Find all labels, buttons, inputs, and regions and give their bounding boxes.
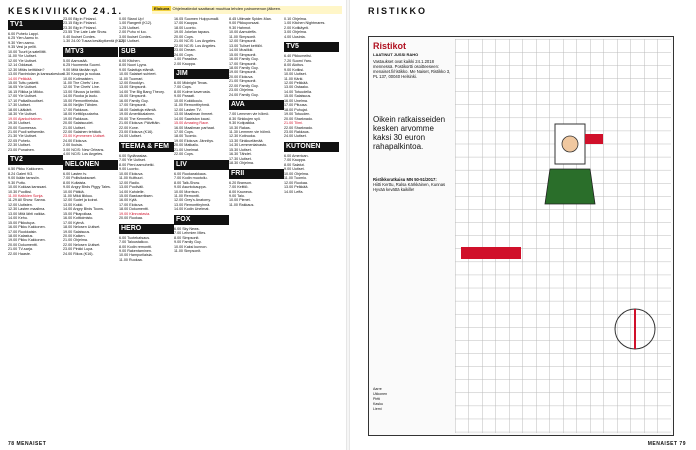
program-row: 17.00 Kylmä.	[63, 220, 85, 225]
program-row: 24.00 Rikos (K16).	[63, 251, 94, 256]
program-row: 14.00 Leffa.	[284, 189, 304, 194]
program-row: 11.00 Yle Uutiset.	[8, 54, 37, 59]
word-item: Liemi	[373, 407, 382, 411]
word-item: Pirtti	[373, 397, 381, 401]
banner-badge: Elokuva	[154, 6, 170, 11]
program-row: 24.00 Cops.	[174, 52, 194, 57]
program-row: 9.30 Ylen aamu.	[8, 40, 35, 45]
program-row: 15.00 Bastuseriksen.	[119, 193, 154, 198]
program-row: 16.15 Riikka ja Mikko.	[8, 89, 44, 94]
program-row: 21.00 Ohjelma.	[63, 238, 89, 243]
program-row: 17.00 Elokuva.	[119, 202, 144, 207]
program-row: 16.00 Pikku Kakkonen.	[8, 225, 46, 230]
program-row: 8.00 Kolme kaverusta.	[174, 89, 211, 94]
program-row: 21.00 Elokuva: Päivittäin.	[119, 121, 161, 126]
program-row: 9.00 Mitä tänään syö.	[63, 67, 99, 72]
program-row: 3.00 Ikuiset Cordes.	[119, 34, 152, 39]
channel-header: SUB	[119, 47, 174, 57]
program-row: 7.00 Poliisikaksoset.	[63, 176, 97, 181]
program-row: 19.00 Salaisuus.	[63, 229, 91, 234]
program-row: 23.00 Big in Finland.	[63, 17, 97, 21]
program-row: 12.30 Kotiruoka.	[229, 134, 256, 139]
program-row: 10.00 Kotimaisten.	[63, 76, 94, 81]
word-item: Aarre	[373, 387, 382, 391]
program-row: 6.20 Branson.	[229, 180, 252, 185]
listing-column	[284, 17, 339, 437]
program-row: 13.00 Puoliväli.	[119, 185, 145, 190]
program-row: 13.00 Simpsonit.	[119, 85, 147, 90]
program-row: 17.00 Simpsonit.	[119, 103, 147, 108]
program-row: 9.00 Kotiksi.	[284, 67, 305, 72]
program-row: 18.30 Yle Uutiset.	[8, 112, 38, 117]
section-title: KESKIVIIKKO 24.1.	[8, 6, 124, 16]
program-row: 21.00 NCIS: Los Angeles.	[174, 39, 217, 44]
program-row: 8.00 Kodin remontti.	[119, 244, 153, 249]
program-row: 9.00 Pikkuporsaat.	[229, 21, 260, 26]
program-row: 20.00 Salaisuudet.	[63, 121, 94, 126]
program-row: 16.05 Suomen Huippumalli.	[174, 17, 220, 21]
program-row: 1.00 Paradise.	[174, 57, 198, 62]
program-row: 22.00 Family Guy.	[229, 83, 259, 88]
compass-icon	[605, 299, 665, 359]
program-row: 13.00 Mitä lähti vaikka.	[8, 211, 46, 216]
program-row: 11.00 Kulttuuri.	[119, 176, 144, 181]
program-row: 15.00 Salaisuus.	[284, 94, 312, 99]
program-row: 8.30 Sinkkujen syli.	[229, 116, 261, 121]
program-row: 12.00 The Chefs' Line.	[63, 85, 100, 90]
program-row: 20.00 Kaiken.	[63, 234, 86, 239]
program-row: 8.00 Simpsonit.	[174, 235, 200, 240]
program-row: 14.00 Musiikki.	[229, 48, 254, 53]
program-row: 8.00 Pieni aamuhetki.	[119, 162, 155, 167]
program-row: 18.00 Keittiöpuutarha.	[63, 112, 100, 117]
program-row: 6.00 Sydänasiaa.	[119, 153, 148, 158]
program-row: 18.00 Family Guy.	[229, 65, 259, 70]
program-row: 23.00 Kymmenen Uutiset.	[63, 134, 106, 139]
listing-column	[8, 17, 63, 437]
program-row: 19.00 Rakkaus.	[63, 116, 89, 121]
program-row: 21.00 Tiimi.	[284, 121, 303, 126]
program-row: 20.00 Ruokaa.	[119, 216, 143, 221]
program-row: 22.05 Puhelu.	[8, 138, 31, 143]
page-footer: 78 MENAISET	[8, 441, 47, 447]
program-row: 23.00 Pinkki Lupa.	[63, 247, 94, 252]
program-row: 9.00 Paraati.	[174, 94, 195, 99]
program-row: 19.00 Pikku Kakkonen.	[8, 238, 46, 243]
program-row: 19.00 Elokuva: Jännitys.	[174, 138, 214, 143]
program-row: 14.00 Kodin Unelmat.	[174, 207, 210, 212]
program-row: 12.14 Oddasat.	[8, 63, 34, 68]
program-row: 13.00 Remonttiryhmä.	[174, 202, 211, 207]
program-row: 17.00 Yle Uutiset.	[8, 94, 38, 99]
program-row: 11.00 Rakkaus.	[229, 202, 255, 207]
program-row: 10.30 Rakas.	[229, 125, 251, 130]
channel-header: NELONEN	[63, 160, 118, 170]
program-row: 6.00 American.	[284, 153, 309, 158]
program-row: 18.00 Dokumentti.	[119, 207, 149, 212]
program-row: 12.30 Lasten maailma.	[8, 207, 46, 212]
previous-answers	[373, 177, 453, 192]
program-row: 15.00 Pikapoikaa.	[63, 211, 93, 216]
program-row: 6.00 Sky News.	[174, 226, 200, 231]
program-row: 12.30 Mitäs keittäisin?	[8, 67, 45, 72]
program-row: 16.00 Kylä.	[119, 198, 138, 203]
channel-header: AVA	[229, 100, 284, 110]
program-row: 23.55 The Late Late Show.	[63, 30, 108, 35]
program-row: 20.00 The Kenneths.	[119, 116, 154, 121]
program-row: 12.00 Simpsonit.	[229, 39, 257, 44]
program-row: 14.00 The Big Bang Theory.	[119, 89, 165, 94]
program-row: 24.00 Uutiset.	[119, 134, 142, 139]
channel-header: TEEMA & FEM	[119, 142, 174, 152]
program-row: 12.00 Radio.	[119, 180, 140, 185]
program-row: 13.00 Ostaako.	[284, 85, 310, 90]
program-row: 11.00 Simpsonit.	[229, 34, 257, 39]
program-row: 20.00 Dokumentti.	[8, 242, 38, 247]
program-row: 19.00 Kiinnostavia.	[119, 211, 151, 216]
program-row: 6.40 Pikkumeitsi.	[284, 54, 312, 59]
program-row: 10.00 Morrison.	[174, 189, 200, 194]
program-row: 22.30 Uutiset.	[8, 143, 31, 148]
program-row: 24.00 Elokuva.	[63, 138, 88, 143]
program-row: 10.00 Kokkikoulu.	[174, 98, 204, 103]
prize-hint: Oikein ratkaisseiden kesken arvomme kaksi 30 euron rahapalkintoa.	[373, 115, 446, 151]
program-row: 23.00 Ohjelma.	[229, 88, 255, 93]
program-row: 8.00 Kauneus.	[229, 189, 253, 194]
channel-header: FRII	[229, 169, 284, 179]
answers-line: Hiitti Kerttu, Ralsa Kärkkäinen, Kunnas	[373, 182, 446, 187]
banner-text: Ohjelmatiedot saattavat muuttua lehden painomenon jälkeen.	[172, 6, 282, 11]
program-row: 7.20 Suomi Yaru.	[284, 58, 313, 63]
program-row: 18.00 Puhujat.	[284, 107, 308, 112]
program-row: 10.00 Tuurit ja satelliitit.	[8, 49, 47, 54]
program-row: 23.00 Elokuva (K16).	[119, 129, 154, 134]
program-row: 14.00 Saariston kausi.	[174, 116, 211, 121]
red-band	[461, 239, 521, 269]
program-row: 12.00 Pelkkää.	[284, 80, 309, 85]
program-row: 13.30 Sinkkuelämää.	[229, 138, 264, 143]
program-row: 14.00 Angry Birds Toons.	[63, 207, 104, 212]
puzzle-intro: Vastaukset ovat kaikki 24.1.2018 mennessä. Postikortti osoitteeseen: menaiset.fi/ristikko. Me Naiset, Ristikko 3, PL 137, 00040 Helsinki.	[373, 59, 451, 79]
program-row: 8.24 Galeri 9/3.	[8, 171, 34, 176]
program-row: 22.00 NCIS: Los Angeles.	[174, 43, 217, 48]
program-row: 16.00 Kotitoimisto.	[63, 216, 94, 221]
program-row: 4.00 NCIS: Los Angeles.	[63, 152, 104, 157]
channel-header: TV2	[8, 155, 63, 165]
program-row: 20.00 Matkailu.	[174, 143, 200, 148]
program-row: 9.00 Luonto.	[119, 167, 140, 172]
program-row: 11.00 Tuomari.	[119, 76, 144, 81]
program-row: 14.00 Totuudella.	[284, 89, 313, 94]
program-row: 17.00 Ruokkaisin.	[8, 229, 38, 234]
program-row: 19.00 Ajankohtainen.	[8, 116, 43, 121]
program-row: 11.00 Remontti.	[174, 193, 200, 198]
program-row: 7.00 Kodin muotoilu.	[174, 176, 208, 181]
program-row: 6.00 Ruokarakkaus.	[174, 171, 207, 176]
program-row: 23.00 Dream.	[174, 48, 197, 53]
program-row: 10.00 Hampurilaisia.	[119, 253, 153, 258]
program-row: 5.00 Aamusää.	[63, 58, 88, 63]
program-row: 9.00 Uutiset.	[284, 167, 305, 172]
program-row: 18.00 Nelosen Uutiset.	[63, 225, 101, 230]
program-row: 9.35 Vesi ja pellit.	[8, 45, 37, 50]
program-row: 9.30 Kauppa ja ruokaa.	[63, 72, 102, 77]
listing-column	[229, 17, 284, 437]
answers-title: Ristikkoratkaisu MN 50-51/2017:	[373, 177, 437, 182]
listing-column	[63, 17, 126, 437]
program-row: 8.45 Ultimate Spider-Man.	[229, 17, 272, 21]
word-item: Kasku	[373, 402, 383, 406]
program-row: 6.00 Kitchen.	[119, 58, 141, 63]
program-row: 9.30 Kotipaikka.	[229, 121, 256, 126]
listing-column	[119, 17, 174, 437]
program-row: 9.00 Ikään tanssiin.	[8, 176, 40, 181]
program-row: 20.00 Suomessa.	[8, 125, 37, 130]
program-row: 22.00 Sharknado.	[284, 125, 314, 130]
program-row: 6.00 Midnight Texas.	[174, 80, 208, 85]
program-row: 24.00 Uutiset.	[284, 134, 307, 139]
program-row: 7.00 Cops.	[174, 85, 192, 90]
program-row: 17.30 Uutiset.	[229, 156, 252, 161]
crossword-box	[368, 36, 674, 436]
program-row: 6.00 Lasten tv.	[63, 171, 87, 176]
program-row: 1.00 Kitchen Nightmares.	[284, 21, 326, 26]
program-row: 13.00 Ravintolan ja kanssakeskus.	[8, 72, 65, 77]
channel-header: MTV3	[63, 47, 118, 57]
program-row: 23.00 Punainen.	[8, 147, 35, 152]
program-row: 4.00 Uutiset.	[119, 39, 140, 44]
program-row: 21.00 Simpsonit.	[229, 79, 257, 84]
program-row: 8.00 Salatut.	[284, 162, 305, 167]
program-row: 0.40 Ikuiset Cordes.	[63, 34, 96, 39]
program-row: 14.30 Lemmenlaivasto.	[229, 143, 268, 148]
program-row: 22.00 Nelosen Uutiset.	[63, 242, 101, 247]
program-row: 10.00 Ohjelma.	[284, 171, 310, 176]
program-row: 16.00 Unelma.	[284, 98, 308, 103]
program-row: 10.00 Kaksi kunnon.	[174, 244, 208, 249]
program-row: 11.00 Mikä liikkuu.	[63, 193, 94, 198]
program-row: 9.00 Salattuja elämiä.	[119, 67, 155, 72]
program-row: 11.00 Kaikkien Sonja.	[8, 193, 44, 198]
program-row: 17.00 Rakkaus.	[63, 107, 89, 112]
program-row: 23.00 Rakkaus.	[284, 129, 310, 134]
word-list	[373, 387, 453, 412]
program-row: 18.30 Ohjelma.	[229, 161, 255, 166]
program-row: 6.25 Huomenta Suomi.	[63, 63, 101, 68]
program-row: 10.00 Pätkiä.	[63, 189, 85, 194]
program-row: 16.00 Maailman parhaat.	[174, 125, 215, 130]
program-row: 17.30 Uutiset.	[8, 103, 31, 108]
program-row: 7.00 Keittiö.	[229, 185, 249, 190]
program-row: 22.00 Kone.	[119, 125, 139, 130]
program-row: 0.00 Stand Up!	[119, 17, 144, 21]
program-row: 0.10 Ohjelma.	[284, 17, 307, 21]
program-row: 10.00 Uutiset.	[284, 72, 307, 77]
program-row: 21.00 TV-sarja.	[8, 247, 33, 252]
program-row: 3.00 NCIS: New Orleans.	[63, 147, 105, 152]
program-row: 12.00 Brooklyn.	[119, 80, 145, 85]
program-row: 17.00 Simpsonit.	[229, 61, 257, 66]
program-row: 6.00 Tuotekatsaus.	[119, 235, 151, 240]
program-row: 16.00 Neljän Tähden.	[63, 103, 99, 108]
puzzle-logo: Ristikot	[373, 41, 407, 51]
program-row: 14.00 Kehu.	[8, 216, 28, 221]
program-row: 10.00 Elokuva.	[119, 171, 144, 176]
program-row: 2.00 Puhu ni luo.	[119, 30, 147, 35]
program-row: 11.00 Remonttiryhmä.	[174, 103, 211, 108]
program-row: 1.30 24.00 Tusaa kesäkytkentä (K12).	[63, 39, 126, 44]
channel-header: KUTONEN	[284, 142, 339, 152]
program-row: 18.00 Kalastus.	[8, 234, 34, 239]
program-row: 20.00 Elokuva.	[229, 74, 254, 79]
channel-header: JIM	[174, 69, 229, 79]
program-row: 11.30 Lemmen vie hölmö.	[229, 129, 272, 134]
program-row: 18.00 Luonto.	[174, 25, 197, 30]
program-row: 9.00 Talo.	[229, 193, 245, 198]
program-row: 11.00 Tuomio.	[284, 176, 308, 181]
program-row: 9.30 Hahmot.	[229, 25, 252, 30]
program-row: 19.00 Simpsonit.	[229, 70, 257, 75]
program-row: 8.00 Kultaista.	[63, 180, 87, 185]
program-row: 20.00 Cops.	[174, 34, 194, 39]
program-row: 12.00 Grey's Anatomy.	[174, 198, 211, 203]
word-item: Ukkonen	[373, 392, 388, 396]
program-row: 7.00 Taloustalkoo.	[119, 240, 149, 245]
program-row: 17.00 Cops.	[174, 129, 194, 134]
program-row: 12.00 Yle Uutiset.	[8, 58, 38, 63]
program-row: 11.00 Ruokaa.	[119, 257, 143, 262]
program-row: 13.00 Pelkkää.	[284, 185, 309, 190]
program-row: 15.00 Tuttu paketti.	[8, 80, 40, 85]
puzzle-maker: LAATINUT JUSSI RAHO	[373, 52, 419, 57]
program-row: 18.00 Salattuja elämiä.	[119, 107, 157, 112]
program-row: 11.00 Simpsonit.	[174, 249, 202, 254]
program-row: 13.00 Kokki.	[63, 202, 84, 207]
program-row: 9.00 Asuntokauppa.	[174, 185, 207, 190]
program-row: 14.00 Kahdelle.	[119, 189, 145, 194]
program-row: 15.00 Remonttireiska.	[63, 98, 99, 103]
program-row: 7.00 Yle Uutiset.	[119, 158, 146, 163]
channel-header: TV5	[284, 42, 339, 52]
channel-header: LIV	[174, 160, 229, 170]
program-row: 8.00 Aloitus.	[284, 63, 305, 68]
program-row: 4.00 Uusinta.	[284, 34, 306, 39]
program-row: 11.00 The Chefs' Line.	[63, 80, 100, 85]
illustration-figure	[525, 114, 615, 209]
program-row: 10.30 Puoliksi.	[8, 189, 32, 194]
program-row: 10.00 Pienet.	[229, 198, 251, 203]
program-row: 9.00 Rakentaminen.	[119, 249, 153, 254]
program-row: 6.25 Ylen Aamu tv.	[8, 36, 39, 41]
program-row: 11.00 Kärki.	[284, 76, 304, 81]
program-row: 9.00 Angry Birds Piggy Tales.	[63, 185, 111, 190]
program-row: 15.00 Simpsonit.	[119, 94, 147, 99]
program-row: 9.00 Family Guy.	[174, 240, 202, 245]
program-row: 17.10 Paikallisuutiset.	[8, 98, 44, 103]
crossword-grid[interactable]	[455, 39, 671, 433]
program-row: 22.00 Salainen tehtävä.	[63, 129, 102, 134]
program-row: 21.00 Unelmat.	[174, 147, 200, 152]
program-row: 21.30 Yle Uutiset.	[8, 134, 38, 139]
channel-header: TV1	[8, 20, 63, 30]
program-row: 1.25 Uutiset.	[119, 25, 140, 30]
program-row: 15.00 Simpsonit.	[229, 52, 257, 57]
program-row: 22.00 Cops.	[174, 152, 194, 157]
program-row: 12.00 Lasten TV.	[174, 107, 202, 112]
program-row: 15.00 Pikkutupa.	[8, 220, 36, 225]
program-row: 19.00 Totuuden.	[284, 112, 311, 117]
program-row: 7.00 Lehmien Mies.	[174, 231, 207, 236]
program-row: 24.00 Family Guy.	[229, 92, 259, 97]
program-row: 13.00 Tuliset keittiöt.	[229, 43, 263, 48]
program-row: 12.00 Sudet ja koirat.	[63, 198, 98, 203]
program-row: 21.00 Uutiset.	[63, 125, 86, 130]
program-row: 7.00 Kauppa.	[284, 158, 306, 163]
program-row: 16.05 Yle Uutiset.	[8, 85, 38, 90]
program-row: 20.00 Sharknado.	[284, 116, 314, 121]
program-row: 2.00 Kotikäynti.	[284, 25, 310, 30]
program-row: 16.00 Family Guy.	[119, 98, 149, 103]
program-row: 11.29 All Show: Sanna.	[8, 198, 46, 203]
program-row: 15.00 Amazing Race.	[174, 121, 210, 126]
program-row: 17.00 Kauppa.	[174, 21, 198, 26]
program-row: 23.30 Big in Finland.	[63, 25, 97, 30]
program-row: 16.30 Tähdet.	[229, 152, 252, 157]
program-row: 18.00 Tuomio.	[174, 134, 198, 139]
program-row: 7.00 Lemmen vie hölmö.	[229, 112, 270, 117]
notice-banner	[152, 6, 342, 14]
program-row: 9.30 Puttu.	[8, 180, 26, 185]
program-row: 19.00 Jokelan tapaus.	[174, 30, 211, 35]
program-row: 23.15 Big in Finland.	[63, 21, 97, 26]
program-row: 12.00 Uutisten.	[8, 202, 33, 207]
page-footer: MENAISET 79	[647, 441, 686, 447]
program-row: 6.00 Puhelu Lappi.	[8, 32, 39, 36]
channel-header: HERO	[119, 224, 174, 234]
program-row: 13.00 Maailman ihmeet.	[174, 112, 214, 117]
program-row: 22.00 Haaste.	[8, 251, 31, 256]
program-row: 2.00 Kauppa.	[174, 61, 196, 66]
program-row: 2.00 Ikuisia.	[63, 143, 83, 148]
program-row: 8.00 Talk-Show.	[174, 180, 200, 185]
program-row: 18.00 Lääkärit.	[8, 107, 33, 112]
section-title: RISTIKKO	[368, 6, 428, 16]
program-row: 17.00 Pituusa.	[284, 103, 308, 108]
program-row: 13.00 Siivous ja keittiö.	[63, 89, 101, 94]
answers-line: Hyvää kevättä kaikille!	[373, 187, 415, 192]
program-row: 19.00 Amerikkalainen.	[119, 112, 156, 117]
program-row: 1.00 Rangerit (K12).	[119, 21, 153, 26]
program-row: 10.00 Aamuleffa.	[229, 30, 257, 35]
channel-header: FOX	[174, 215, 229, 225]
program-row: 14.00 Pelkkää.	[8, 76, 33, 81]
program-row: 16.00 Family Guy.	[229, 57, 259, 62]
program-row: 21.00 Puoli seitsemän.	[8, 129, 46, 134]
listing-column	[174, 17, 229, 437]
program-row: 14.00 Ruoka ja laulu.	[63, 94, 98, 99]
program-row: 19.30 Uutiset.	[8, 121, 31, 126]
program-row: 15.30 Uutiset.	[229, 147, 252, 152]
program-row: 12.00 Ruokaa.	[284, 180, 308, 185]
program-row: 10.00 Salaiset suhteet.	[119, 72, 157, 77]
program-row: 10.00 Kokkaa kanssani.	[8, 185, 48, 190]
program-row: 8.00 Nuori Lyyra.	[119, 63, 147, 68]
program-row: 6.50 Pikku Kakkonen.	[8, 167, 44, 172]
program-row: 3.00 Ohjelma.	[284, 30, 307, 35]
